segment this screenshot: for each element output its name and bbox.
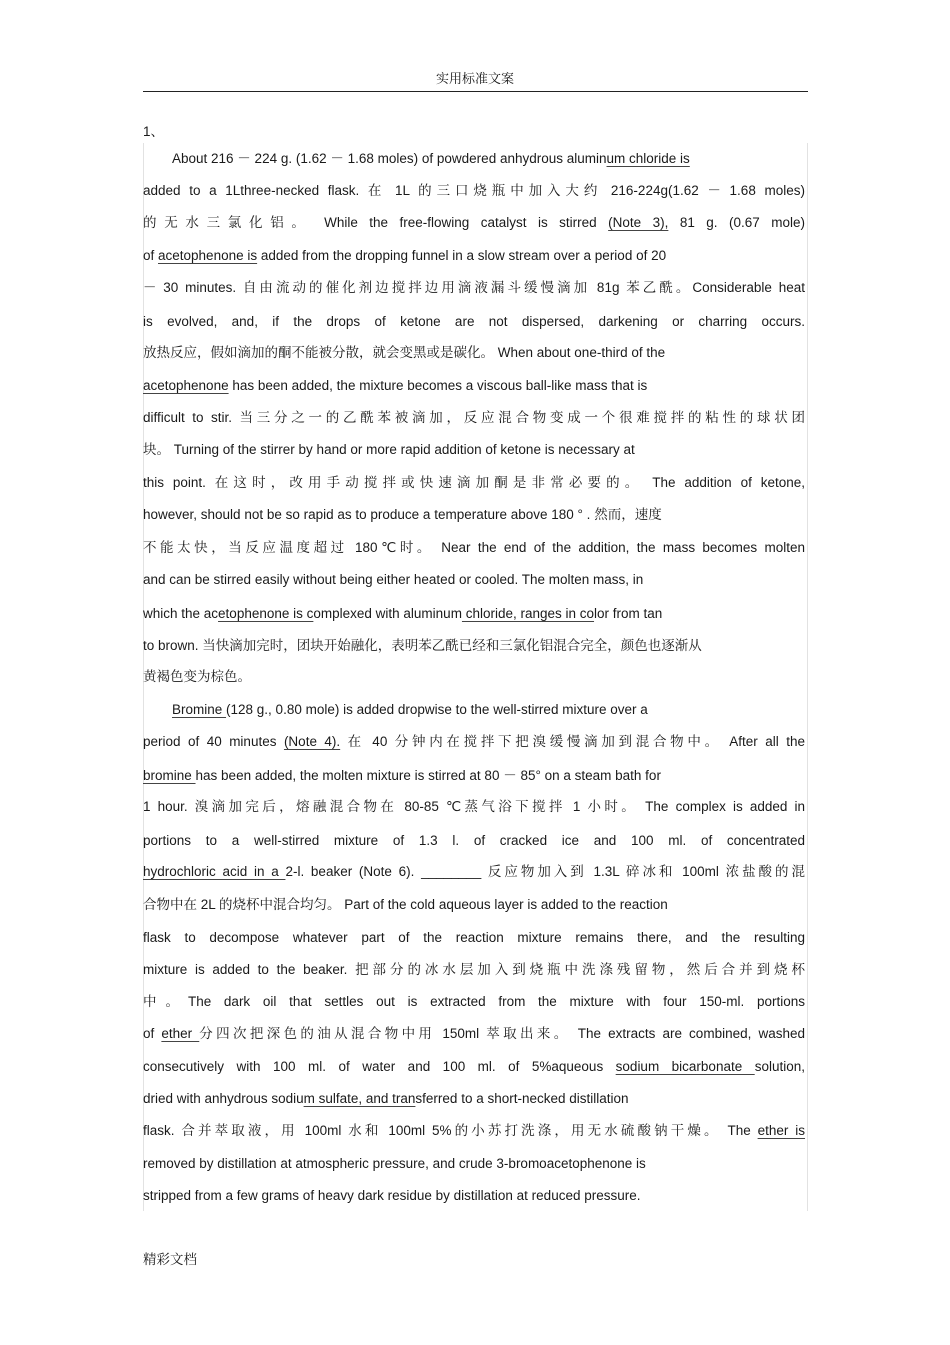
text-run: 分四次把深色的油从混合物中用 150ml 萃取出来。 The extracts are combined, washed — [199, 1026, 805, 1041]
text-line — [143, 441, 805, 459]
text-line — [143, 506, 805, 524]
text-run: is evolved, and, if the drops of ketone are not dispersed, darkening or charring occurs. — [143, 314, 805, 329]
text-run: however, should not be so rapid as to produce a temperature above 180 ° . 然而，速度 — [143, 507, 662, 522]
text-run: added from the dropping funnel in a slow stream over a period of 20 — [257, 248, 667, 263]
underlined-text-run: acetophenone — [143, 378, 229, 393]
text-run: to brown. 当快滴加完时，团块开始融化，表明苯乙酰已经和三氯化铝混合完全，颜色也逐渐从 — [143, 638, 702, 653]
text-run: 中。The dark oil that settles out is extracted from the mixture with four 150-ml. portions — [143, 994, 805, 1009]
text-run: 在 40 分钟内在搅拌下把溴缓慢滴加到混合物中。 After all the — [340, 734, 805, 749]
text-run: stripped from a few grams of heavy dark residue by distillation at reduced pressure. — [143, 1188, 641, 1203]
text-run: － 30 minutes. 自由流动的催化剂边搅拌边用滴液漏斗缓慢滴加 81g 苯乙酰。Considerable heat — [143, 280, 805, 295]
text-line — [143, 377, 805, 395]
text-run: 的无水三氯化铝。 While the free-flowing catalyst is stirred — [143, 215, 609, 230]
text-run: About 216 － 224 g. (1.62 － 1.68 moles) of powdered anhydrous alumin — [172, 151, 607, 166]
text-line — [143, 733, 805, 751]
text-run: solution, — [754, 1059, 805, 1074]
text-run: has been added, the molten mixture is stirred at 80 － 85° on a steam bath for — [195, 768, 661, 783]
text-line — [143, 993, 805, 1011]
text-line — [143, 605, 805, 623]
page-footer: 精彩文档 — [143, 1252, 197, 1267]
text-line — [143, 798, 805, 816]
text-run: 2-l. beaker (Note 6). ________ 反应物加入到 1.3L 碎冰和 100ml 浓盐酸的混 — [285, 864, 805, 879]
text-run: removed by distillation at atmospheric pressure, and crude 3-bromoacetophenone is — [143, 1156, 646, 1171]
underlined-text-run: m sulfate, and tran — [303, 1091, 416, 1106]
text-line — [143, 279, 805, 297]
text-line — [143, 832, 805, 850]
text-line — [143, 1155, 805, 1173]
text-run: of — [143, 248, 159, 263]
underlined-text-run: um chloride is — [606, 151, 690, 166]
text-run: flask to decompose whatever part of the reaction mixture remains there, and the resulting — [143, 930, 805, 945]
text-line — [143, 1187, 805, 1205]
text-line — [143, 313, 805, 331]
text-run: portions to a well-stirred mixture of 1.3 l. of cracked ice and 100 ml. of concentrated — [143, 833, 805, 848]
underlined-text-run: ether is — [757, 1123, 806, 1138]
underlined-text-run: ether — [161, 1026, 200, 1041]
underlined-text-run: Bromine — [172, 702, 227, 717]
underlined-text-run: bromine — [143, 768, 196, 783]
text-run: dried with anhydrous sodiu — [143, 1091, 304, 1106]
text-line — [143, 409, 805, 427]
text-line — [143, 539, 805, 557]
text-run: (128 g., 0.80 mole) is added dropwise to the well-stirred mixture over a — [226, 702, 648, 717]
text-line — [143, 214, 805, 232]
text-run: 81 g. (0.67 mole) — [668, 215, 805, 230]
text-run: consecutively with 100 ml. of water and 100 ml. of 5%aqueous — [143, 1059, 616, 1074]
text-line — [143, 961, 805, 979]
text-run: 放热反应，假如滴加的酮不能被分散，就会变黑或是碳化。 When about one-third of the — [143, 345, 666, 360]
text-run: mixture is added to the beaker. 把部分的冰水层加入到烧瓶中洗涤残留物，然后合并到烧杯 — [143, 962, 805, 977]
text-line — [143, 344, 805, 362]
text-run: 黄褐色变为棕色。 — [143, 669, 251, 684]
text-run: which the ac — [143, 606, 219, 621]
text-line — [143, 1058, 805, 1076]
underlined-text-run: (Note 3), — [608, 215, 669, 230]
text-run: flask. 合并萃取液，用 100ml 水和 100ml 5%的小苏打洗涤，用无水硫酸钠干燥。 The — [143, 1123, 758, 1138]
text-run: and can be stirred easily without being either heated or cooled. The molten mass, in — [143, 572, 644, 587]
text-line — [143, 247, 805, 265]
right-margin-rule — [807, 143, 808, 1211]
text-line — [143, 150, 805, 168]
underlined-text-run: sodium bicarbonate — [615, 1059, 755, 1074]
text-line — [143, 896, 805, 914]
text-run: period of 40 minutes — [143, 734, 284, 749]
text-run: added to a 1Lthree-necked flask. 在 1L 的三口烧瓶中加入大约 216-224g(1.62 － 1.68 moles) — [143, 183, 805, 198]
item-number: 1、 — [143, 124, 165, 139]
text-line — [143, 1025, 805, 1043]
text-line — [143, 571, 805, 589]
text-run: lor from tan — [594, 606, 663, 621]
text-run: 不能太快，当反应温度超过 180℃时。 Near the end of the addition, the mass becomes molten — [143, 540, 805, 555]
text-line — [143, 474, 805, 492]
text-run: difficult to stir. 当三分之一的乙酰苯被滴加，反应混合物变成一个很难搅拌的粘性的球状团 — [143, 410, 805, 425]
underlined-text-run: (Note 4). — [283, 734, 341, 749]
underlined-text-run: chloride, ranges in co — [461, 606, 595, 621]
text-line — [143, 668, 805, 686]
text-run: omplexed with aluminum — [313, 606, 462, 621]
text-run: 块。 Turning of the stirrer by hand or more rapid addition of ketone is necessary at — [143, 442, 635, 457]
text-run: has been added, the mixture becomes a viscous ball-like mass that is — [228, 378, 648, 393]
header-rule — [143, 91, 808, 92]
text-run: this point. 在这时，改用手动搅拌或快速滴加酮是非常必要的。 The addition of ketone, — [143, 475, 805, 490]
text-line — [143, 929, 805, 947]
text-line — [143, 701, 805, 719]
text-line — [143, 1122, 805, 1140]
text-line — [143, 637, 805, 655]
text-line — [143, 1090, 805, 1108]
text-run: 合物中在 2L 的烧杯中混合均匀。 Part of the cold aqueous layer is added to the reaction — [143, 897, 668, 912]
text-line — [143, 767, 805, 785]
underlined-text-run: hydrochloric acid in a — [143, 864, 286, 879]
text-run: sferred to a short-necked distillation — [415, 1091, 629, 1106]
text-run: of — [143, 1026, 162, 1041]
text-line — [143, 182, 805, 200]
text-line — [143, 863, 805, 881]
underlined-text-run: acetophenone is — [158, 248, 258, 263]
text-run: 1 hour. 溴滴加完后，熔融混合物在 80-85 ℃蒸气浴下搅拌 1 小时。 The complex is added in — [143, 799, 805, 814]
page-header-title: 实用标准文案 — [435, 71, 514, 86]
underlined-text-run: etophenone is c — [218, 606, 314, 621]
